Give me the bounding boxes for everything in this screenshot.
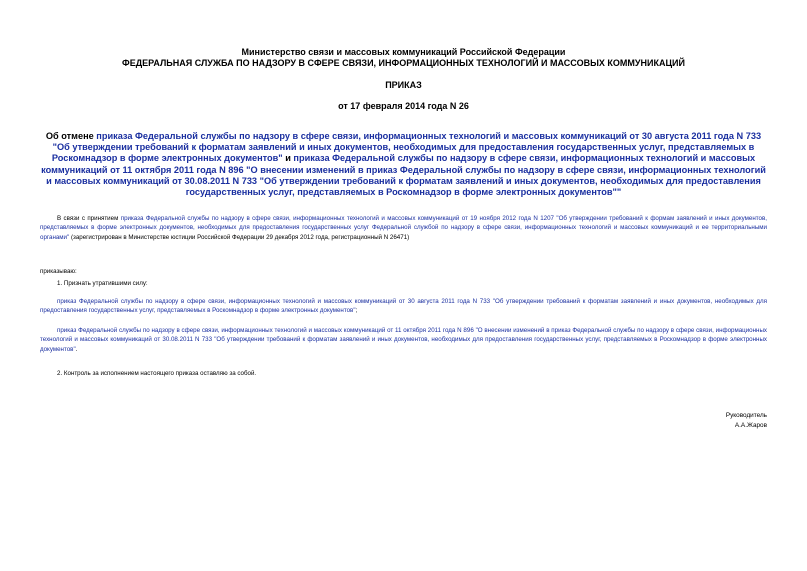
item-1: 1. Признать утратившими силу: xyxy=(57,280,148,287)
signatory-role: Руководитель xyxy=(725,412,767,419)
repealed-order-896-link[interactable]: приказ Федеральной службы по надзору в сфере связи, информационных технологий и массовых коммуникаций от 11 октября 2011 года N 896 "О внесении изменений в приказ Федеральной службы по надзору в сфере связи, информационных технологий и массовых коммуникаций от 30.08.2011 N 733 "Об утверждении требований к форматам заявлений и иных документов, необходимых для предоставления государственных услуг, представляемых в Роскомнадзор в форме электронных документов" xyxy=(40,327,767,353)
repealed-order-896: приказ Федеральной службы по надзору в сфере связи, информационных технологий и массовых коммуникаций от 11 октября 2011 года N 896 "О внесении изменений в приказ Федеральной службы по надзору в сфере связи, информационных технологий и массовых коммуникаций от 30.08.2011 N 733 "Об утверждении требований к форматам заявлений и иных документов, необходимых для предоставления государственных услуг, представляемых в Роскомнадзор в форме электронных документов". xyxy=(40,327,767,353)
title-prefix: Об отмене xyxy=(45,131,97,141)
preamble-link-order-1207[interactable]: приказа Федеральной службы по надзору в сфере связи, информационных технологий и массовых коммуникаций от 19 ноября 2012 года N 1207 "Об утверждении требований к формам заявлений и иных документов, представляемых в форме электронных документов, необходимых для предоставления государственных услуг Федеральной службой по надзору в сфере связи, информационных технологий и массовых коммуникаций и ее территориальными органами" xyxy=(40,215,767,241)
document-date-number: от 17 февраля 2014 года N 26 xyxy=(338,101,469,111)
title-link-order-733[interactable]: приказа Федеральной службы по надзору в сфере связи, информационных технологий и массовых коммуникаций от 30 августа 2011 года N 733 "Об утверждении требований к форматам заявлений и иных документов, необходимых для предоставления государственных услуг, представляемых в Роскомнадзор в форме электронных документов" xyxy=(51,131,762,164)
signatory-name: А.А.Жаров xyxy=(734,422,767,429)
title-conjunction: и xyxy=(282,153,294,164)
preamble-paragraph xyxy=(40,214,767,242)
document-title xyxy=(40,131,767,198)
item-2: 2. Контроль за исполнением настоящего приказа оставляю за собой. xyxy=(57,370,257,377)
repealed-order-733: приказ Федеральной службы по надзору в сфере связи, информационных технологий и массовых коммуникаций от 30 августа 2011 года N 733 "Об утверждении требований к форматам заявлений и иных документов, необходимых для предоставления государственных услуг, представляемых в Роскомнадзор в форме электронных документов"; xyxy=(40,298,767,315)
document-type: ПРИКАЗ xyxy=(385,80,422,90)
title-link-order-896[interactable]: приказа Федеральной службы по надзору в сфере связи, информационных технологий и массовых коммуникаций от 11 октября 2011 года N 896 "О внесении изменений в приказ Федеральной службы по надзору в сфере связи, информационных технологий и массовых коммуникаций от 30.08.2011 N 733 "Об утверждении требований к форматам заявлений и иных документов, необходимых для предоставления государственных услуг, представляемых в Роскомнадзор в форме электронных документов"" xyxy=(41,153,766,198)
service-name: ФЕДЕРАЛЬНАЯ СЛУЖБА ПО НАДЗОРУ В СФЕРЕ СВЯЗИ, ИНФОРМАЦИОННЫХ ТЕХНОЛОГИЙ И МАССОВЫХ КОММУНИКАЦИЙ xyxy=(122,58,685,68)
ministry-name: Министерство связи и массовых коммуникаций Российской Федерации xyxy=(241,47,566,57)
preamble-prefix: В связи с принятием xyxy=(57,215,121,222)
preamble-suffix: (зарегистрирован в Министерстве юстиции Российской Федерации 29 декабря 2012 года, регистрационный N 26471) xyxy=(69,233,410,241)
repealed-order-733-link[interactable]: приказ Федеральной службы по надзору в сфере связи, информационных технологий и массовых коммуникаций от 30 августа 2011 года N 733 "Об утверждении требований к форматам заявлений и иных документов, необходимых для предоставления государственных услуг, представляемых в Роскомнадзор в форме электронных документов" xyxy=(40,298,767,315)
order-word: приказываю: xyxy=(40,268,77,275)
